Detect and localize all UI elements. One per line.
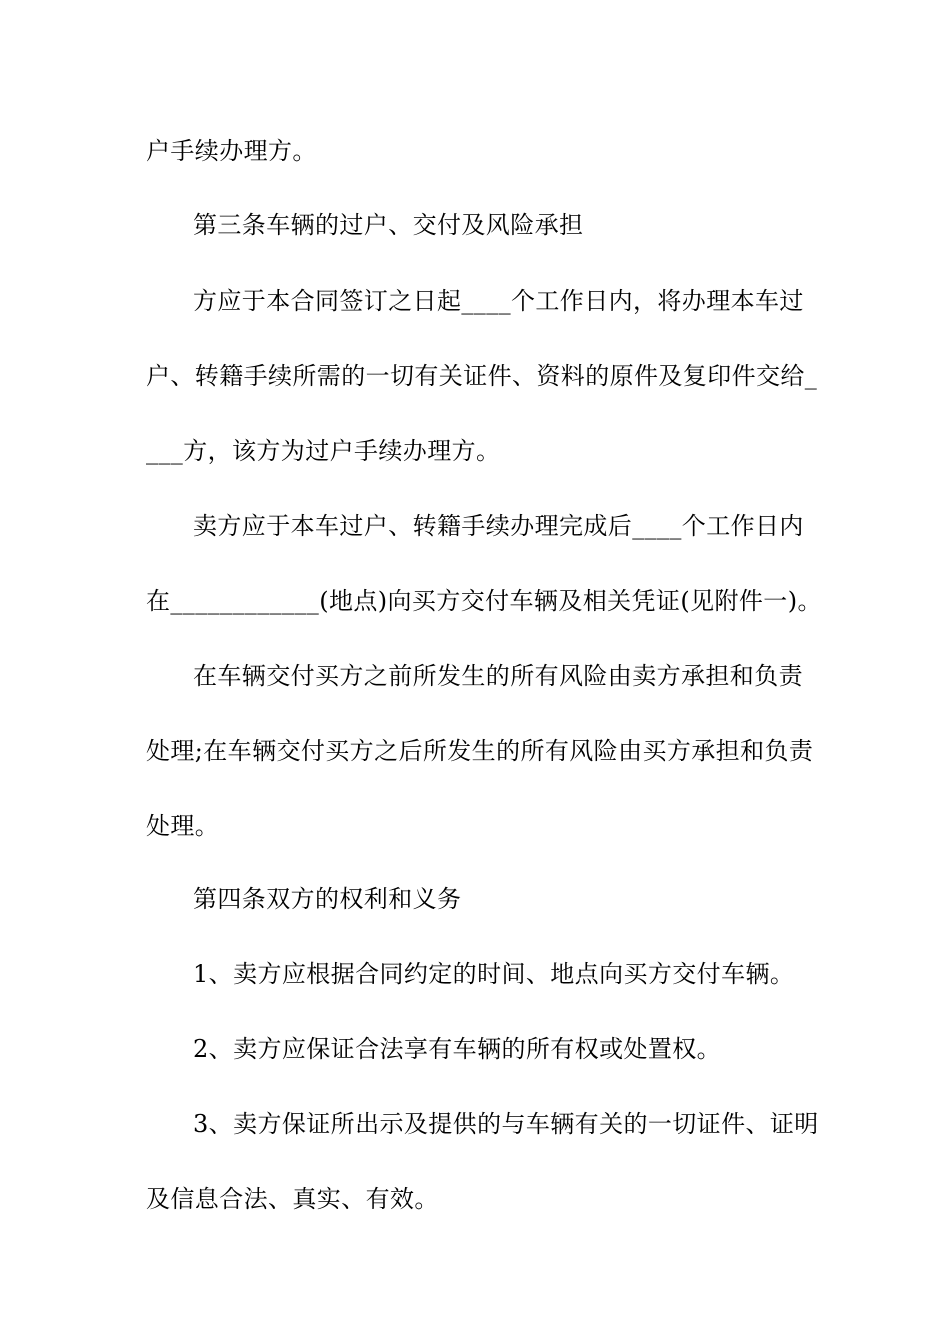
- text-line: 方应于本合同签订之日起____个工作日内，将办理本车过: [193, 287, 804, 315]
- text-line: 户、转籍手续所需的一切有关证件、资料的原件及复印件交给_: [146, 362, 818, 390]
- text-line: 卖方应于本车过户、转籍手续办理完成后____个工作日内: [193, 512, 804, 540]
- list-item: 1、卖方应根据合同约定的时间、地点向买方交付车辆。: [193, 960, 795, 988]
- article-heading: 第三条车辆的过户、交付及风险承担: [193, 211, 584, 239]
- text-line: 及信息合法、真实、有效。: [146, 1185, 439, 1213]
- text-line: 处理;在车辆交付买方之后所发生的所有风险由买方承担和负责: [146, 737, 814, 765]
- text-line: ___方，该方为过户手续办理方。: [146, 437, 501, 465]
- text-line: 户手续办理方。: [146, 137, 317, 165]
- list-item: 3、卖方保证所出示及提供的与车辆有关的一切证件、证明: [193, 1110, 819, 1138]
- text-line: 在车辆交付买方之前所发生的所有风险由卖方承担和负责: [193, 662, 803, 690]
- text-line: 在____________(地点)向买方交付车辆及相关凭证(见附件一)。: [146, 587, 822, 615]
- article-heading: 第四条双方的权利和义务: [193, 885, 462, 913]
- list-item: 2、卖方应保证合法享有车辆的所有权或处置权。: [193, 1035, 722, 1063]
- text-line: 处理。: [146, 812, 220, 840]
